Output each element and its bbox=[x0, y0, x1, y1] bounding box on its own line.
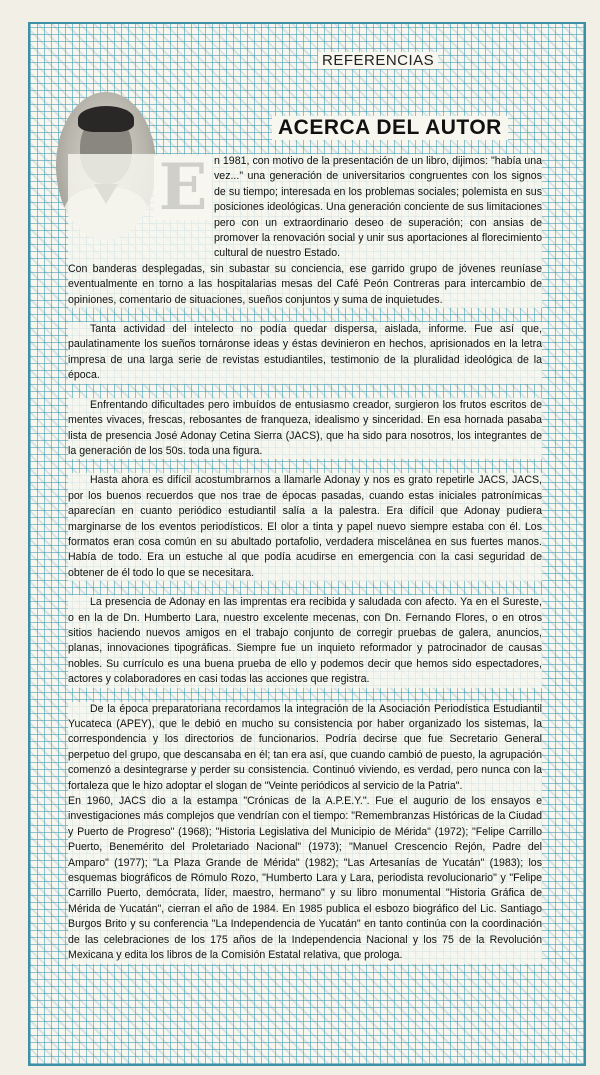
paragraph-1 bbox=[68, 154, 542, 308]
paragraph-5: La presencia de Adonay en las imprentas era recibida y saludada con afecto. Ya en el Sureste, o en la de Dn. Humberto Lara, nuestro excelente mecenas, con Dn. Fernando Flores, o en otros sitios haciendo nuevos amigos en el trabajo conjunto de corregir pruebas de galera, anuncios, planas, innovaciones tipográficas. Siempre fue un inquieto reformador y patrocinador de causas nobles. Su currículo es una buena prueba de ello y podemos decir que hemos sido espectadores, actores y colaboradores en casi todas las acciones que registra. bbox=[68, 595, 542, 687]
paragraph-6: De la época preparatoriana recordamos la integración de la Asociación Periodística Estudiantil Yucateca (APEY), que le debió en mucho su consistencia por haber organizado los sistemas, la correspondencia y los directorios de funcionarios. Podría decirse que fue Secretario General perpetuo del grupo, que descansaba en él; tan era así, que cuando cambió de puesto, la agrupación comenzó a desintegrarse y perder su consistencia. Continuó viviendo, es verdad, pero nunca con la fortaleza que le hizo adoptar el slogan de "Veinte periódicos al servicio de la Patria". bbox=[68, 702, 542, 794]
paragraph-7: En 1960, JACS dio a la estampa "Crónicas de la A.P.E.Y.". Fue el augurio de los ensayos e investigaciones más complejos que vendrían con el tiempo: "Remembranzas Históricas de la Ciudad y Puerto de Progreso" (1968); "Historia Legislativa del Municipio de Mérida" (1972); "Felipe Carrillo Puerto, Benemérito del Proletariado Nacional" (1973); "Manuel Crescencio Rejón, Padre del Amparo" (1977); "La Plaza Grande de Mérida" (1982); "Las Artesanías de Yucatán" (1983); los esquemas biográficos de Rómulo Rozo, "Humberto Lara y Lara, periodista revolucionario" y "Felipe Carrillo Puerto, demócrata, líder, maestro, hermano" y su libro monumental "Historia Gráfica de Mérida de Yucatán", cierran el año de 1984. En 1985 publica el esbozo biográfico del Lic. Santiago Burgos Brito y su conferencia "La Independencia de Yucatán" en tanto continúa con la coordinación de las celebraciones de los 175 años de la Independencia Nacional y los 75 de la Revolución Mexicana y edita los libros de la Comisión Estatal relativa, que prologa. bbox=[68, 794, 542, 963]
paragraph-2: Tanta actividad del intelecto no podía quedar dispersa, aislada, informe. Fue así que, paulatinamente los sueños tornáronse ideas y éstas devinieron en hechos, aprisionados en la letra impresa de una larga serie de revistas estudiantiles, testimonio de la pluralidad ideológica de la época. bbox=[68, 322, 542, 384]
paragraph-4: Hasta ahora es difícil acostumbrarnos a llamarle Adonay y nos es grato repetirle JACS, JACS, por los buenos recuerdos que nos trae de épocas pasadas, cuando estas iniciales patronímicas aparecían en cuanto periódico estudiantil salía a la palestra. Era difícil que Adonay pudiera marginarse de los eventos periodísticos. El olor a tinta y papel nuevo siempre estaba con él. Los formatos eran cosa común en su abultado portafolio, verdadera miscelánea en sus fuertes manos. Había de todo. Era un estuche al que podía acudirse en emergencia con la casi seguridad de obtener de él todo lo que se necesitara. bbox=[68, 473, 542, 581]
article-body bbox=[68, 154, 542, 964]
paragraph-3: Enfrentando dificultades pero imbuídos de entusiasmo creador, surgieron los frutos escritos de mentes vivaces, frescas, rebosantes de franqueza, idealismo y sinceridad. En esa hornada pasaba lista de presencia José Adonay Cetina Sierra (JACS), que ha sido para nosotros, los integrantes de la generación de los 50s. toda una figura. bbox=[68, 398, 542, 460]
paragraph-1-wrapped: n 1981, con motivo de la presentación de un libro, dijimos: "había una vez..." una generación de universitarios congruentes con los signos de su tiempo; interesada en los problemas sociales; polemista en sus posiciones ideológicas. Una generación conciente de sus limitaciones pero con un extraordinario deseo de superación; con ansias de promover la renovación social y unir sus aportaciones al florecimiento cultural de nuestro Estado. bbox=[214, 155, 542, 260]
photo-hair bbox=[78, 106, 134, 132]
section-label: REFERENCIAS bbox=[318, 52, 438, 69]
paragraph-1-rest: Con banderas desplegadas, sin subastar su conciencia, ese garrido grupo de jóvenes reuníase eventualmente en torno a las hospitalarias mesas del Café Peón Contreras para intercambio de opiniones, comentario de situaciones, sueños conjuntos y suma de inquietudes. bbox=[68, 262, 542, 306]
article-title: ACERCA DEL AUTOR bbox=[272, 116, 508, 140]
